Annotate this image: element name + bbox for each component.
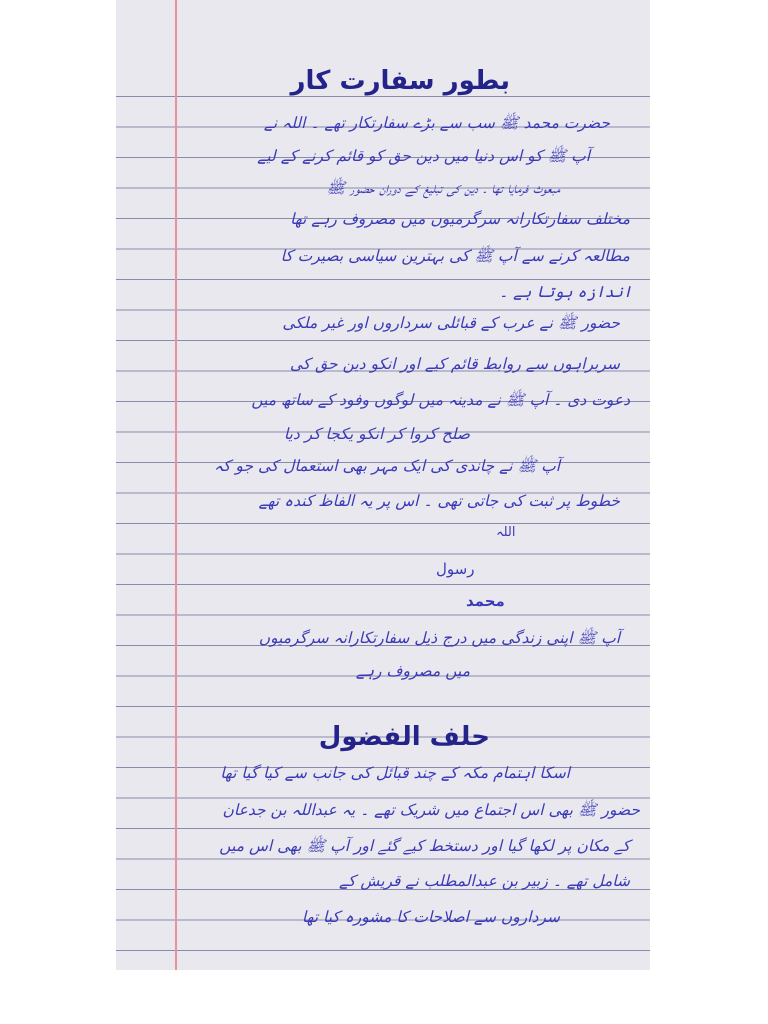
text-line: شامل تھے ۔ زبیر بن عبدالمطلب نے قریش کے xyxy=(339,872,630,890)
text-line: سرداروں سے اصلاحات کا مشورہ کیا تھا xyxy=(301,908,560,926)
heading-hilf-ul-fuzool: حلف الفضول xyxy=(318,722,490,752)
text-line: مبعوث فرمایا تھا ۔ دین کی تبلیغ کے دوران حضور ﷺ xyxy=(326,179,560,197)
text-line: حضرت محمد ﷺ سب سے بڑے سفارتکار تھے ۔ اللہ نے xyxy=(263,114,610,132)
text-line: آپ ﷺ اپنی زندگی میں درج ذیل سفارتکارانہ سرگرمیوں xyxy=(258,629,620,647)
text-line: حضور ﷺ نے عرب کے قبائلی سرداروں اور غیر ملکی xyxy=(282,314,620,332)
text-line: مطالعہ کرنے سے آپ ﷺ کی بہترین سیاسی بصیرت کا xyxy=(280,247,630,265)
text-line: کے مکان پر لکھا گیا اور دستخط کیے گئے اور آپ ﷺ بھی اس میں xyxy=(219,837,630,855)
text-line: سربراہوں سے روابط قائم کیے اور انکو دین حق کی xyxy=(289,355,620,373)
text-line: مختلف سفارتکارانہ سرگرمیوں میں مصروف رہے تھا xyxy=(290,210,630,228)
seal-rasool: رسول xyxy=(436,560,475,578)
text-line: خطوط پر ثبت کی جاتی تھی ۔ اس پر یہ الفاظ کندہ تھے xyxy=(258,492,620,510)
text-line: اسکا اہتمام مکہ کے چند قبائل کی جانب سے کیا گیا تھا xyxy=(220,764,570,782)
seal-allah: اللہ xyxy=(496,525,516,540)
text-line: دعوت دی ۔ آپ ﷺ نے مدینہ میں لوگوں وفود کے ساتھ میں xyxy=(251,391,630,409)
text-line: آپ ﷺ کو اس دنیا میں دین حق کو قائم کرنے کے لیے xyxy=(257,147,590,165)
text-line: اندازہ ہوتا ہے ۔ xyxy=(499,283,632,301)
text-line: حضور ﷺ بھی اس اجتماع میں شریک تھے ۔ یہ عبداللہ بن جدعان xyxy=(222,801,640,819)
text-line: آپ ﷺ نے چاندی کی ایک مہر بھی استعمال کی جو کہ xyxy=(214,457,560,475)
margin-line xyxy=(175,0,177,970)
text-line: صلح کروا کر انکو یکجا کر دیا xyxy=(283,425,470,443)
seal-muhammad: محمد xyxy=(466,592,505,610)
text-line: میں مصروف رہے xyxy=(355,662,470,680)
heading-diplomat: بطور سفارت کار xyxy=(290,66,510,96)
notebook-page xyxy=(116,0,650,970)
